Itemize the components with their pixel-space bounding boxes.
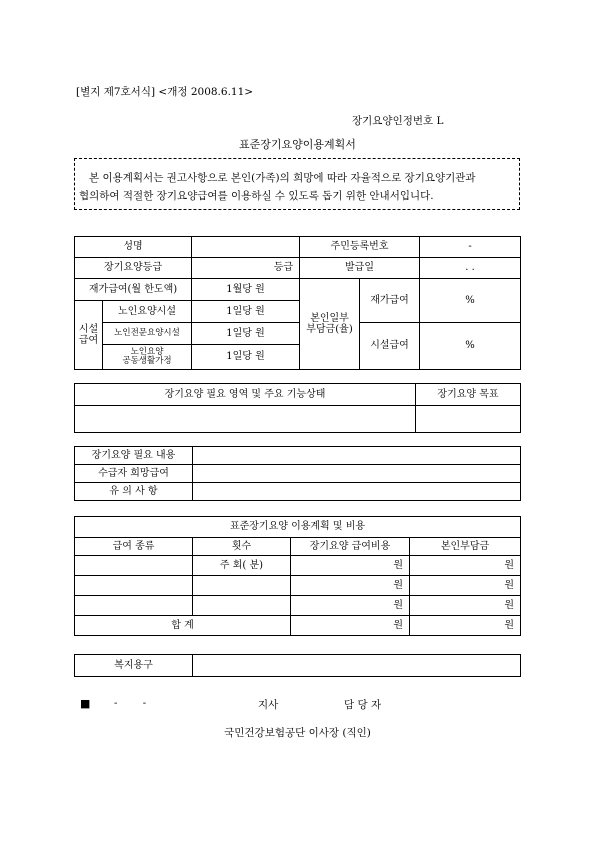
footer-dashes: - - [114, 698, 147, 709]
plan-row-frequency[interactable] [193, 576, 291, 596]
issue-date-value[interactable]: . . [420, 258, 521, 279]
plan-row-frequency[interactable] [193, 596, 291, 616]
plan-row-type[interactable] [75, 576, 193, 596]
copay-home-percent[interactable]: % [420, 279, 521, 323]
plan-row [75, 556, 521, 576]
facility3-label [103, 345, 192, 370]
col-cost: 장기요양 급여비용 [291, 538, 410, 556]
plan-row-cost[interactable]: 원 [291, 556, 410, 576]
facility-care-label: 시설 급여 [75, 301, 103, 370]
col-type: 급여 종류 [75, 538, 193, 556]
col-copay: 본인부담금 [410, 538, 521, 556]
home-care-value[interactable]: 1월당 원 [192, 279, 300, 301]
name-label: 성명 [75, 237, 192, 258]
wish-value[interactable] [193, 465, 521, 483]
footer-bullet: ■ [80, 697, 91, 710]
copay-home-label: 재가급여 [360, 279, 420, 323]
rrn-value[interactable]: - [420, 237, 521, 258]
caution-value[interactable] [193, 483, 521, 501]
plan-row-type[interactable] [75, 596, 193, 616]
page-title: 표준장기요양이용계획서 [239, 138, 356, 151]
plan-row-copay[interactable]: 원 [410, 596, 521, 616]
plan-row-copay[interactable]: 원 [410, 576, 521, 596]
facility3-value[interactable]: 1일당 원 [192, 345, 300, 370]
recipient-info-table [74, 236, 521, 370]
name-value[interactable] [192, 237, 300, 258]
facility1-value[interactable]: 1일당 원 [192, 301, 300, 323]
facility2-label: 노인전문요양시설 [103, 323, 192, 345]
welfare-table [74, 654, 521, 677]
plan-table [74, 516, 521, 636]
cert-number-label: 장기요양인정번호 L [352, 115, 444, 127]
goal-header: 장기요양 목표 [416, 384, 521, 406]
plan-title: 표준장기요양 이용계획 및 비용 [75, 517, 521, 538]
branch-label: 지사 [258, 699, 279, 711]
facility2-value[interactable]: 1일당 원 [192, 323, 300, 345]
content-value[interactable] [193, 447, 521, 465]
total-cost[interactable]: 원 [291, 616, 410, 636]
total-copay[interactable]: 원 [410, 616, 521, 636]
copay-facility-label: 시설급여 [360, 323, 420, 370]
home-care-label: 재가급여(월 한도액) [75, 279, 192, 301]
total-label: 합 계 [75, 616, 291, 636]
plan-total-row [75, 616, 521, 636]
content-label: 장기요양 필요 내용 [75, 447, 193, 465]
copay-label [300, 279, 360, 370]
grade-value[interactable]: 등급 [192, 258, 300, 279]
needs-area-header: 장기요양 필요 영역 및 주요 기능상태 [75, 384, 416, 406]
notice-line-1: 본 이용계획서는 권고사항으로 본인(가족)의 희망에 따라 자율적으로 장기요양기관과 [89, 172, 476, 184]
facility3-label-line1: 노인요양 [130, 347, 164, 358]
rrn-label: 주민등록번호 [300, 237, 420, 258]
needs-area-value[interactable] [75, 406, 416, 433]
needs-table [74, 383, 521, 433]
form-reference: [별지 제7호서식] <개정 2008.6.11> [76, 86, 254, 98]
wish-label: 수급자 희망급여 [75, 465, 193, 483]
facility3-label-line2: 공동생활가정 [122, 356, 172, 366]
copay-label-line2: 부담금(율) [306, 324, 353, 335]
plan-row-cost[interactable]: 원 [291, 576, 410, 596]
plan-row-frequency[interactable]: 주 회( 분) [193, 556, 291, 576]
plan-row [75, 596, 521, 616]
issuer: 국민건강보험공단 이사장 (직인) [224, 727, 371, 739]
goal-value[interactable] [416, 406, 521, 433]
details-table [74, 446, 521, 501]
copay-label-line1: 본인일부 [310, 312, 349, 324]
caution-label: 유 의 사 항 [75, 483, 193, 501]
issue-date-label: 발급일 [300, 258, 420, 279]
copay-facility-percent[interactable]: % [420, 323, 521, 370]
col-frequency: 횟수 [193, 538, 291, 556]
plan-row-cost[interactable]: 원 [291, 596, 410, 616]
welfare-label: 복지용구 [75, 655, 193, 677]
notice-box [74, 158, 520, 210]
notice-line-2: 협의하여 적절한 장기요양급여를 이용하실 수 있도록 돕기 위한 안내서입니다. [79, 190, 434, 202]
manager-label: 담 당 자 [344, 699, 382, 711]
facility1-label: 노인요양시설 [103, 301, 192, 323]
plan-row-copay[interactable]: 원 [410, 556, 521, 576]
grade-label: 장기요양등급 [75, 258, 192, 279]
plan-row [75, 576, 521, 596]
welfare-value[interactable] [193, 655, 521, 677]
plan-row-type[interactable] [75, 556, 193, 576]
